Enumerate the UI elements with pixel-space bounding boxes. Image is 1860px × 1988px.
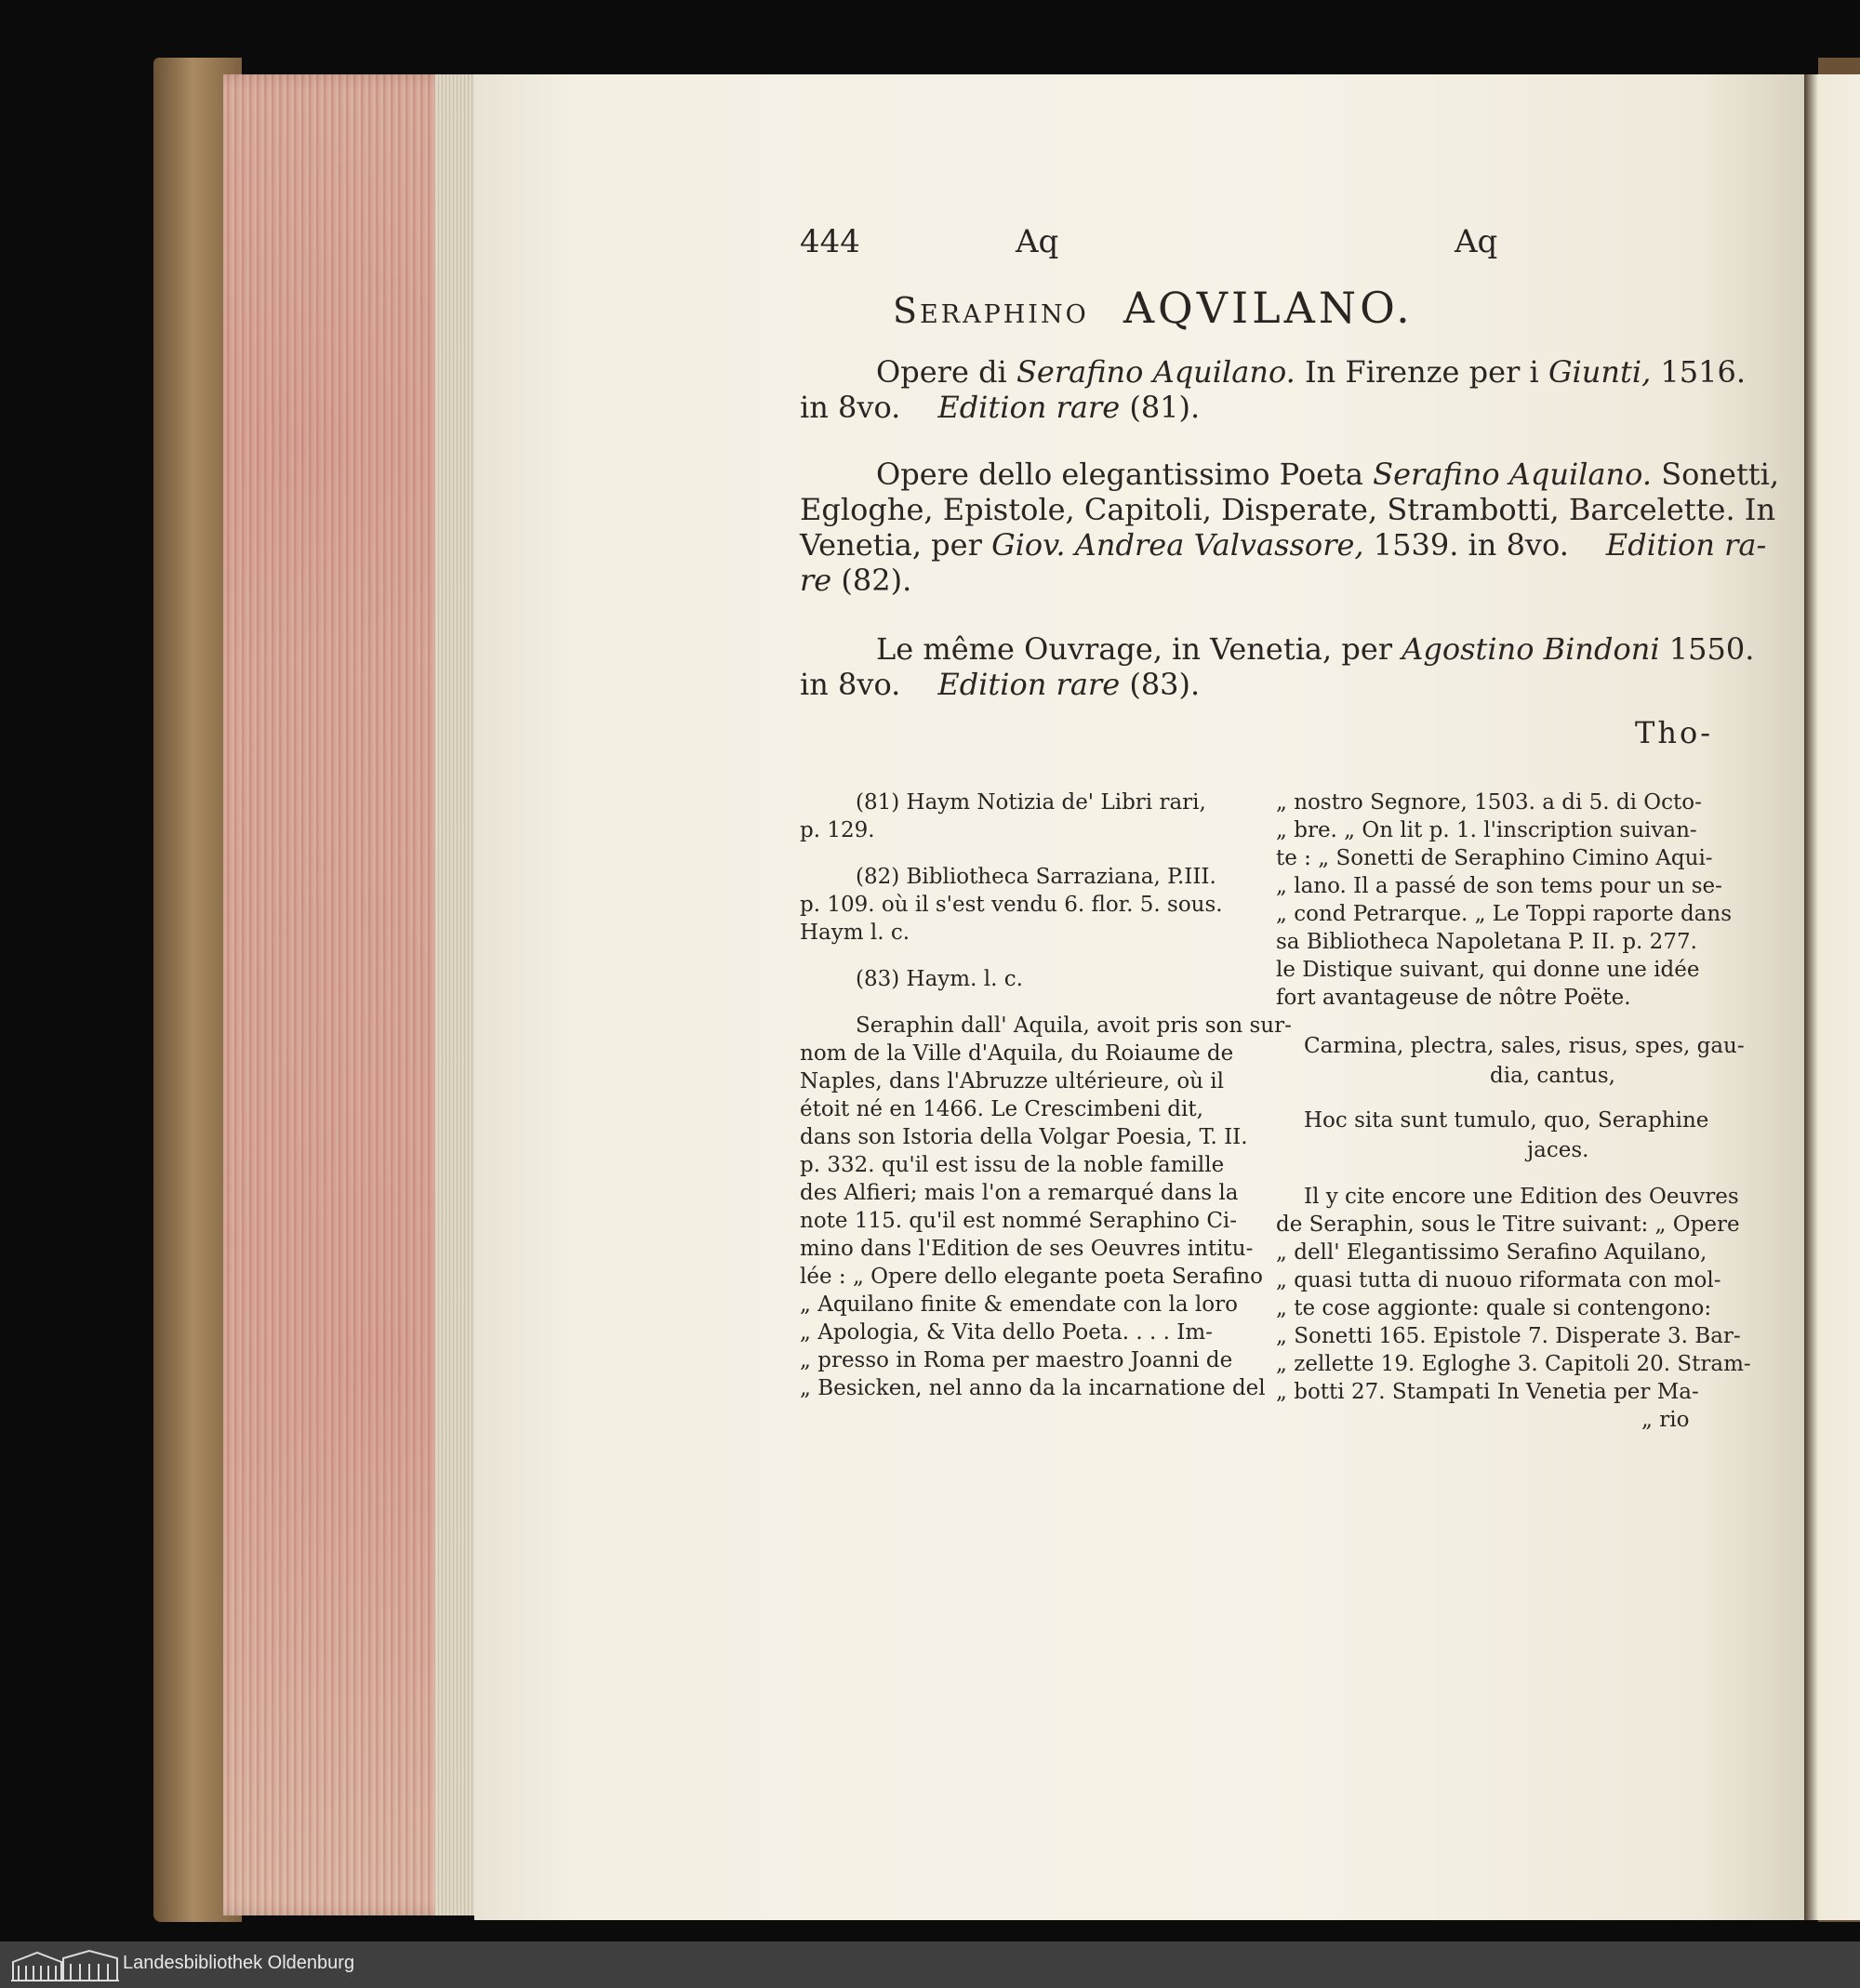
- note-line: nom de la Ville d'Aquila, du Roiaume de: [800, 1041, 1234, 1066]
- verse-line: dia, cantus,: [1490, 1064, 1615, 1088]
- note-line: „ zellette 19. Egloghe 3. Capitoli 20. Stram-: [1276, 1352, 1751, 1376]
- viewer-footer: [0, 1942, 1860, 1988]
- library-name: Landesbibliothek Oldenburg: [123, 1953, 355, 1973]
- note-line: des Alfieri; mais l'on a remarqué dans la: [800, 1181, 1239, 1205]
- catchword: Tho-: [1635, 715, 1714, 750]
- note-line: „ quasi tutta di nuouo riformata con mol-: [1276, 1268, 1721, 1292]
- note-line: p. 129.: [800, 818, 875, 842]
- note-line: mino dans l'Edition de ses Oeuvres intitu-: [800, 1237, 1254, 1261]
- note-catchword: „ rio: [1641, 1408, 1690, 1432]
- note-line: le Distique suivant, qui donne une idée: [1276, 958, 1700, 982]
- note-line: dans son Istoria della Volgar Poesia, T. II.: [800, 1125, 1248, 1149]
- note-line: p. 109. où il s'est vendu 6. flor. 5. sous.: [800, 893, 1223, 917]
- entry-1-line-1: Opere di Serafino Aquilano. In Firenze per i Giunti, 1516.: [876, 354, 1747, 390]
- verse-line: Carmina, plectra, sales, risus, spes, gau-: [1304, 1034, 1745, 1058]
- note-line: „ bre. „ On lit p. 1. l'inscription suivan-: [1276, 818, 1697, 842]
- note-line: „ Aquilano finite & emendate con la loro: [800, 1292, 1238, 1317]
- note-line: „ Besicken, nel anno da la incarnatione del: [800, 1376, 1266, 1400]
- author-first-name: Seraphino: [893, 290, 1089, 331]
- entry-1-line-2: in 8vo. Edition rare (81).: [800, 390, 1201, 425]
- note-line: te : „ Sonetti de Seraphino Cimino Aqui-: [1276, 846, 1713, 870]
- entry-3-line-2: in 8vo. Edition rare (83).: [800, 667, 1201, 702]
- author-last-name: AQVILANO.: [1123, 283, 1414, 333]
- note-line: Naples, dans l'Abruzze ultérieure, où il: [800, 1069, 1225, 1093]
- library-building-icon: [9, 1947, 121, 1982]
- note-line: étoit né en 1466. Le Crescimbeni dit,: [800, 1097, 1203, 1121]
- note-line: de Seraphin, sous le Titre suivant: „ Opere: [1276, 1213, 1740, 1237]
- note-line: (82) Bibliotheca Sarraziana, P.III.: [856, 865, 1216, 889]
- note-line: „ Apologia, & Vita dello Poeta. . . . Im-: [800, 1320, 1213, 1345]
- verse-line: jaces.: [1527, 1138, 1589, 1162]
- running-head-right: Aq: [1455, 223, 1498, 260]
- entry-3-line-1: Le même Ouvrage, in Venetia, per Agostino Bindoni 1550.: [876, 631, 1755, 667]
- entry-2-line-1: Opere dello elegantissimo Poeta Serafino Aquilano. Sonetti,: [876, 457, 1780, 492]
- note-line: Il y cite encore une Edition des Oeuvres: [1304, 1185, 1739, 1209]
- page-number: 444: [800, 223, 860, 260]
- note-line: (81) Haym Notizia de' Libri rari,: [856, 790, 1206, 815]
- entry-2-line-4: re (82).: [800, 563, 912, 598]
- note-line: „ te cose aggionte: quale si contengono:: [1276, 1296, 1712, 1320]
- verse-line: Hoc sita sunt tumulo, quo, Seraphine: [1304, 1108, 1709, 1133]
- note-line: Seraphin dall' Aquila, avoit pris son sur-: [856, 1014, 1292, 1038]
- note-line: „ botti 27. Stampati In Venetia per Ma-: [1276, 1380, 1699, 1404]
- book-page: [474, 74, 1804, 1920]
- note-line: „ dell' Elegantissimo Serafino Aquilano,: [1276, 1240, 1707, 1265]
- entry-2-line-2: Egloghe, Epistole, Capitoli, Disperate, Strambotti, Barcelette. In: [800, 492, 1776, 527]
- note-line: sa Bibliotheca Napoletana P. II. p. 277.: [1276, 930, 1697, 954]
- facing-page: [1804, 74, 1860, 1920]
- note-line: (83) Haym. l. c.: [856, 967, 1023, 991]
- note-line: „ lano. Il a passé de son tems pour un se-: [1276, 874, 1722, 898]
- note-line: p. 332. qu'il est issu de la noble famille: [800, 1153, 1225, 1177]
- note-line: „ nostro Segnore, 1503. a di 5. di Octo-: [1276, 790, 1702, 815]
- note-line: „ Sonetti 165. Epistole 7. Disperate 3. Bar-: [1276, 1324, 1741, 1348]
- note-line: Haym l. c.: [800, 921, 910, 945]
- note-line: „ presso in Roma per maestro Joanni de: [800, 1348, 1233, 1372]
- note-line: note 115. qu'il est nommé Seraphino Ci-: [800, 1209, 1238, 1233]
- entry-2-line-3: Venetia, per Giov. Andrea Valvassore, 1539. in 8vo. Edition ra-: [800, 527, 1767, 563]
- page-edge-strip: [435, 74, 476, 1915]
- note-line: fort avantageuse de nôtre Poëte.: [1276, 986, 1631, 1010]
- running-head-left: Aq: [1016, 223, 1059, 260]
- note-line: lée : „ Opere dello elegante poeta Serafino: [800, 1265, 1264, 1289]
- note-line: „ cond Petrarque. „ Le Toppi raporte dans: [1276, 902, 1732, 926]
- author-title: [893, 283, 1414, 333]
